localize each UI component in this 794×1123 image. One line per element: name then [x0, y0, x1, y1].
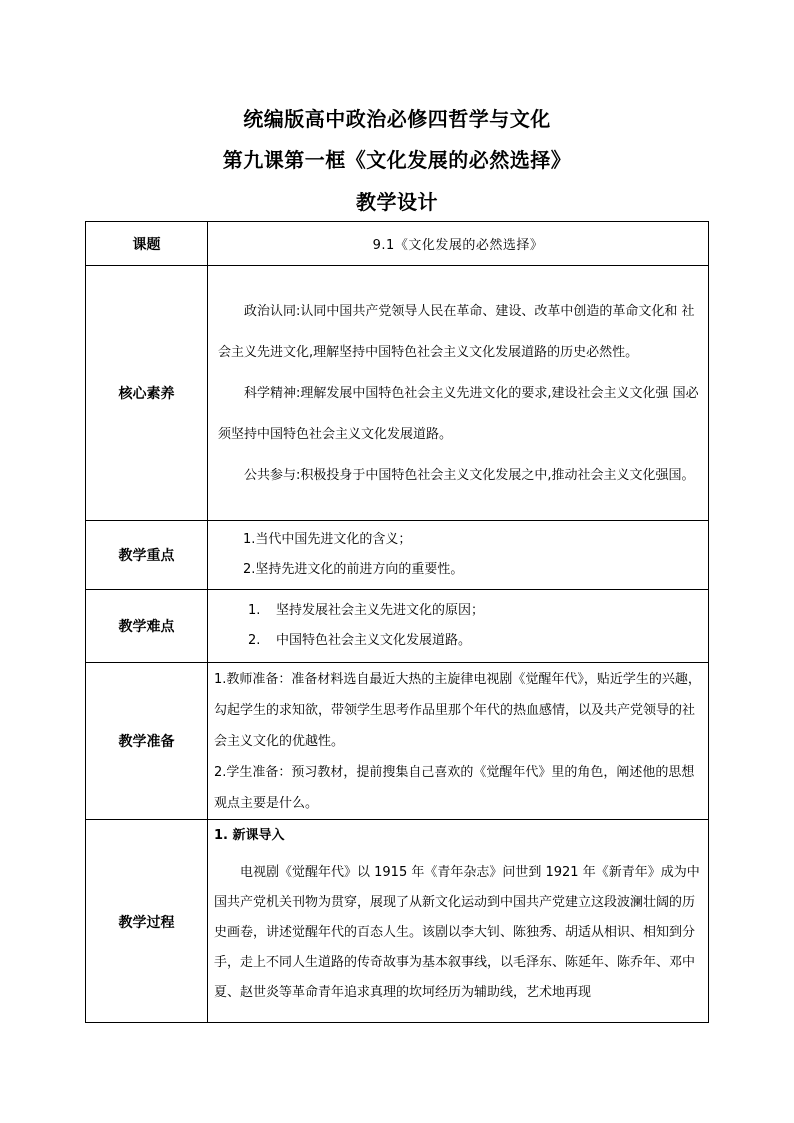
- lesson-plan-table: [85, 221, 709, 1023]
- difficulty-number: 2.: [248, 633, 261, 648]
- key-points-label: 教学重点: [86, 521, 208, 590]
- preparation-row: [86, 663, 709, 820]
- document-title: 统编版高中政治必修四哲学与文化: [243, 107, 551, 131]
- process-paragraph: 电视剧《觉醒年代》以 1915 年《青年杂志》问世到 1921 年《新青年》成为中国共产党机关刊物为贯穿，展现了从新文化运动到中国共产党建立这段波澜壮阔的历史画卷，讲述觉醒年代的百态人生。该剧以李大钊、陈独秀、胡适从相识、相知到分手，走上不同人生道路的传奇故事为基本叙事线，以毛泽东、陈延年、陈乔年、邓中夏、赵世炎等革命青年追求真理的坎坷经历为辅助线，艺术地再现: [214, 865, 700, 1000]
- difficulty-text: 中国特色社会主义文化发展道路。: [276, 633, 472, 648]
- preparation-label: 教学准备: [86, 663, 208, 820]
- topic-value: 9.1《文化发展的必然选择》: [208, 222, 709, 266]
- core-literacy-paragraph: 公共参与:积极投身于中国特色社会主义文化发展之中,推动社会主义文化强国。: [244, 467, 695, 483]
- core-literacy-label: 核心素养: [86, 266, 208, 521]
- preparation-paragraph: 1.教师准备：准备材料选自最近大热的主旋律电视剧《觉醒年代》，贴近学生的兴趣，勾起学生的求知欲，带领学生思考作品里那个年代的热血感情，以及共产党领导的社会主义文化的优越性。: [214, 671, 701, 749]
- process-label: [86, 820, 208, 1023]
- process-label-text: 教学过程: [118, 915, 175, 931]
- core-literacy-paragraph: 政治认同:认同中国共产党领导人民在革命、建设、改革中创造的革命文化和 社会主义先进文化,理解坚持中国特色社会主义文化发展道路的历史必然性。: [218, 303, 695, 360]
- topic-label: 课题: [86, 222, 208, 266]
- core-literacy-content: [208, 266, 709, 521]
- key-points-row: [86, 521, 709, 590]
- lesson-title: 第九课第一框《文化发展的必然选择》: [222, 148, 572, 172]
- difficulties-row: [86, 590, 709, 663]
- process-content: [208, 820, 709, 1023]
- core-literacy-row: [86, 266, 709, 521]
- difficulties-label: 教学难点: [86, 590, 208, 663]
- difficulties-content: [208, 590, 709, 663]
- difficulty-item: [248, 626, 700, 656]
- key-points-content: [208, 521, 709, 590]
- process-row: [86, 820, 709, 1023]
- difficulty-item: [248, 596, 700, 626]
- process-subheading: 1. 新课导入: [214, 828, 285, 843]
- preparation-content: [208, 663, 709, 820]
- topic-row: [86, 222, 709, 266]
- key-point-item: 2.坚持先进文化的前进方向的重要性。: [243, 562, 464, 577]
- core-literacy-paragraph: 科学精神:理解发展中国特色社会主义先进文化的要求,建设社会主义文化强 国必须坚持中国特色社会主义文化发展道路。: [218, 385, 699, 442]
- document-subtitle: 教学设计: [356, 190, 438, 214]
- difficulty-number: 1.: [248, 603, 261, 618]
- preparation-paragraph: 2.学生准备：预习教材，提前搜集自己喜欢的《觉醒年代》里的角色，阐述他的思想观点主要是什么。: [214, 764, 695, 811]
- key-point-item: 1.当代中国先进文化的含义；: [243, 532, 412, 547]
- difficulty-text: 坚持发展社会主义先进文化的原因；: [276, 603, 485, 618]
